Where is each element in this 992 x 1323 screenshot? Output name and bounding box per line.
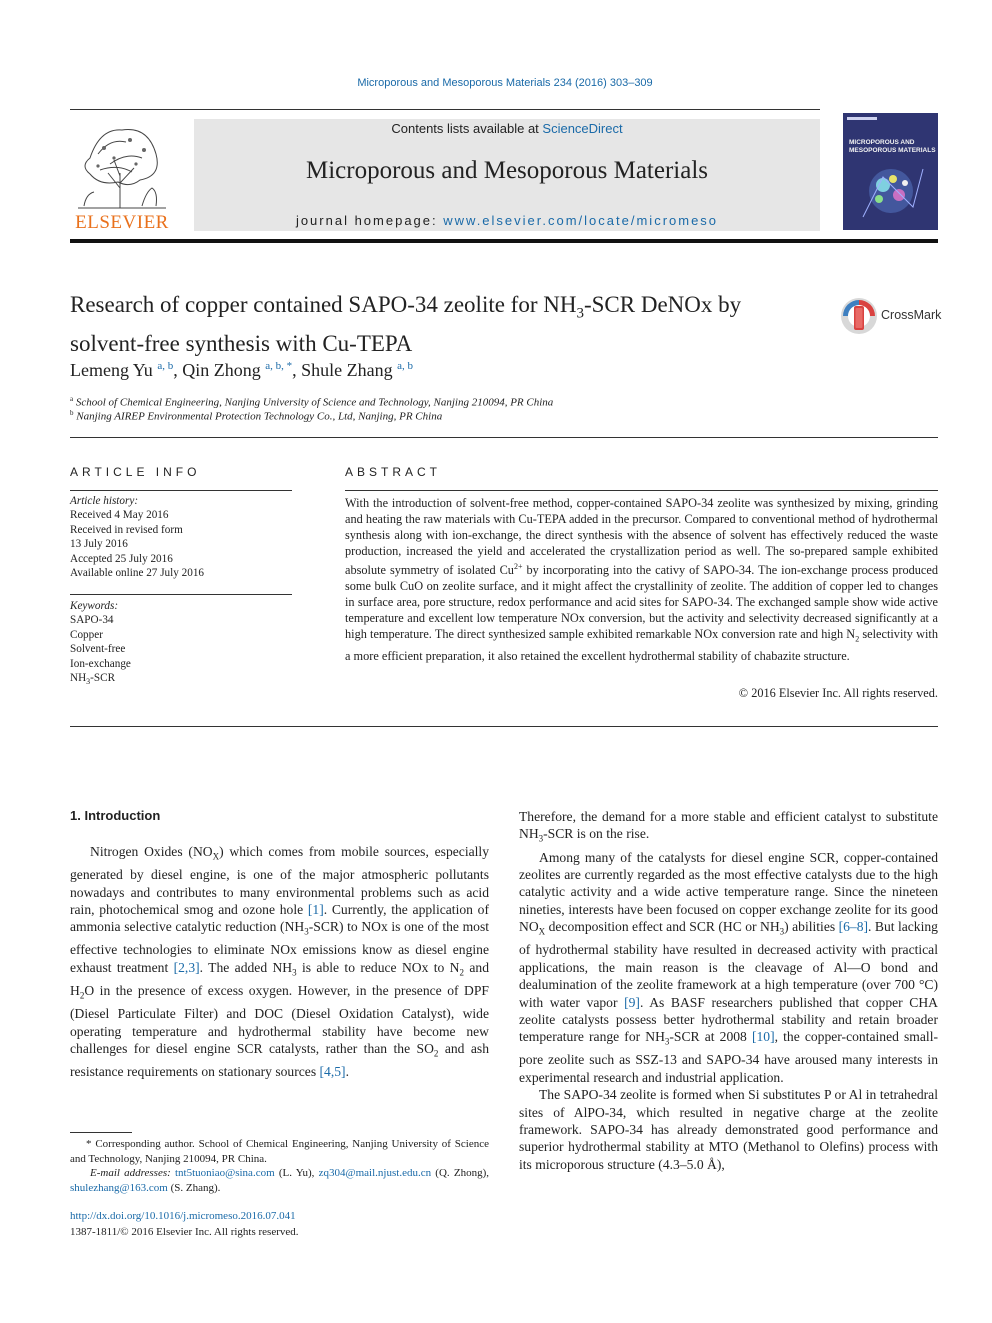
body-paragraph [519,808,938,849]
text-run: decomposition effect and SCR (HC or NH [545,919,780,935]
email-label: E-mail addresses: [90,1167,171,1179]
text-run: , the copper-contained small-pore zeolite such as SSZ-13 and SAPO-34 have aroused many interests in experimental research and industrial application. [519,1029,938,1085]
keyword-item: SAPO-34 [70,614,114,627]
author-affil-link[interactable]: a, b [397,360,413,372]
header-rule [70,109,820,110]
title-line1-part-a: Research of copper contained SAPO-34 zeolite for NH [70,292,577,317]
reference-link[interactable]: [9] [624,994,640,1010]
text-run: -SCR is on the rise. [543,826,650,842]
article-info-rule [70,490,292,491]
keyword-item: Ion-exchange [70,657,131,670]
issn-line: 1387-1811/© 2016 Elsevier Inc. All rights reserved. [70,1226,299,1238]
subscript: X [212,851,220,862]
body-column-left [70,843,489,1080]
cover-molecule-icon [853,157,931,223]
abstract-text [345,495,938,664]
text-run: -SCR at 2008 [669,1029,752,1045]
history-item: Received 4 May 2016 [70,509,169,522]
author-name: Shule Zhang [301,360,393,380]
subscript: 2 [433,1048,439,1059]
journal-title: Microporous and Mesoporous Materials [305,157,708,184]
body-column-right [519,808,938,1173]
author-separator: , [173,360,183,380]
abstract-bottom-rule [70,726,938,727]
abstract-copyright: © 2016 Elsevier Inc. All rights reserved. [738,686,938,700]
author-name: Lemeng Yu [70,360,153,380]
title-block-rule [70,437,938,438]
title-line1-part-b: -SCR DeNOx by [583,292,742,317]
journal-homepage-link[interactable]: www.elsevier.com/locate/micromeso [443,213,719,228]
abstract-heading: ABSTRACT [345,465,442,479]
affiliation-mark: a [70,395,74,403]
elsevier-wordmark: ELSEVIER [75,212,169,233]
article-title [70,290,830,358]
contents-prefix: Contents lists available at [391,121,543,136]
homepage-prefix: journal homepage: [295,213,444,228]
journal-homepage-line [194,213,820,228]
history-item: 13 July 2016 [70,538,128,551]
reference-link[interactable]: [10] [751,1029,775,1045]
affiliation-a [70,395,553,409]
header-thick-rule [70,239,938,243]
crossmark-badge[interactable] [840,296,940,336]
article-history [70,494,292,580]
abstract-rule [345,490,938,491]
text-run: . But lacking of hydrothermal stability have resulted in decreased activity with practical applications, the main reason is the cleavage of Al—O bond and dealumination of the zeolite framework at a high temperature (over 700 °C) with water vapor [519,919,938,1010]
footnote-rule [70,1132,132,1133]
text-run: . As BASF researchers published that copper CHA zeolite catalysts possess better hydrothermal stability and retain broader temperature range for NH [519,994,938,1045]
text-run: ) which comes from mobile sources, especially generated by diesel engine, is one of the major atmospheric pollutants nowadays and contributes to many environmental problems such as acid rain, photochemical smog and ozone hole [70,844,489,917]
affiliation-b [70,409,442,423]
intro-paragraph [70,843,489,1080]
keyword-part: NH [70,672,87,685]
article-info-heading: ARTICLE INFO [70,465,201,479]
abstract-part: by incorporating into the cativy of SAPO-34. The ion-exchange process produced some bulk CuO on zeolite surface, and it might affect the crystallinity of zeolite. The addition of copper led to changes in surface area, pore structure, redox performance and acid sites for SAPO-34. The exchanged sample show wide active temperature and excellent low temperature NOx conversion, but the activity and selectivity decreased significantly at a high temperature. The direct synthesized sample exhibited remarkable NOx conversion rate and high N [345,563,939,642]
contents-available-line [194,121,820,136]
email-owner: (S. Zhang). [167,1181,221,1194]
author-name: Qin Zhong [182,360,261,380]
subscript: 3 [292,967,297,978]
doi-link[interactable]: http://dx.doi.org/10.1016/j.micromeso.2016.07.041 [70,1210,296,1222]
author-list [70,360,413,381]
keywords [70,599,292,690]
footnote-text: Corresponding author. School of Chemical Engineering, Nanjing University of Science and Technology, Nanjing 210094, PR China. [70,1138,489,1165]
affiliation-text: Nanjing AIREP Environmental Protection Technology Co., Ltd, Nanjing, PR China [76,410,443,423]
journal-cover-image[interactable] [843,113,938,230]
abstract-part: With the introduction of solvent-free method, copper-contained SAPO-34 zeolite was synthesized by mixing, grinding and heating the raw materials with Cu-TEPA added in the precursor. Compared to conventional method of hydrothermal synthesis along with ion-exchange, the direct synthesis with the absence of solvent has effectively reduced the waste production, increased the yield and accelerated the crystallization period as well. The so-prepared sample exhibited absolute symmetry of isolated Cu [345,496,938,578]
reference-link[interactable]: [1] [307,901,324,917]
subscript: 3 [664,1037,670,1048]
text-run: Nitrogen Oxides (NO [90,844,213,859]
abstract-subscript: 2 [855,634,860,644]
email-owner: (Q. Zhong), [431,1167,489,1179]
subscript: 2 [459,967,465,978]
author-separator: , [292,360,302,380]
reference-link[interactable]: [6–8] [838,919,869,935]
text-run: and H [70,959,490,998]
keywords-rule [70,594,292,595]
keywords-label: Keywords: [70,600,119,612]
crossmark-icon [840,297,878,335]
subscript: 3 [779,926,785,937]
cover-title-line1: MICROPOROUS AND [849,139,915,146]
history-item: Received in revised form [70,523,183,536]
affiliation-text: School of Chemical Engineering, Nanjing University of Science and Technology, Nanjing 210094, PR China [75,396,554,409]
email-owner: (L. Yu), [274,1167,319,1179]
text-run: -SCR) to NOx is one of the most effective technologies to eliminate NOx emissions know as diesel engine exhaust treatment [70,919,490,975]
title-line2: solvent-free synthesis with Cu-TEPA [70,330,413,356]
abstract-superscript: 2+ [513,562,523,571]
author-affil-link[interactable]: a, b [157,360,174,372]
body-paragraph: The SAPO-34 zeolite is formed when Si substitutes P or Al in tetrahedral sites of AlPO-34, which resulted in negative charge at the zeolite framework. SAPO-34 has already demonstrated good performance and superior hydrothermal stability at MTO (Methanol to Olefins) process with its microporous structure (4.3–5.0 Å), [519,1087,938,1172]
journal-citation-link[interactable]: Microporous and Mesoporous Materials 234 (2016) 303–309 [357,77,653,89]
keyword-part: -SCR [90,672,116,685]
email-line [70,1166,489,1195]
keyword-subscript: 3 [86,677,91,687]
subscript: 3 [304,927,309,938]
author-affil-link[interactable]: a, b, * [265,360,293,372]
history-item: Accepted 25 July 2016 [70,552,173,565]
crossmark-label: CrossMark [881,308,942,322]
text-run: ) abilities [784,919,839,935]
affiliation-mark: b [70,409,74,417]
cover-title-line2: MESOPOROUS MATERIALS [849,147,936,154]
reference-link[interactable]: [4,5] [319,1064,346,1080]
history-item: Available online 27 July 2016 [70,567,205,580]
corresponding-author-footnote [70,1137,489,1195]
keyword-item: Solvent-free [70,643,126,656]
sciencedirect-link[interactable]: ScienceDirect [542,121,623,136]
email-link[interactable]: zq304@mail.njust.edu.cn [318,1167,432,1179]
keyword-item: Copper [70,628,103,641]
text-run: Among many of the catalysts for diesel engine SCR, copper-contained zeolites are currently regarded as the most effective catalysts due to the high catalytic activity and a wide active temperature range. Since the nineteen nineties, interests have been focused on copper exchange zeolite for its good NO [519,849,938,935]
abstract-part: selectivity with a more efficient preparation, it also retained the excellent hydrothermal stability of chabazite structure. [345,627,938,663]
history-label: Article history: [70,495,139,507]
introduction-heading: 1. Introduction [70,808,161,823]
keyword-item [70,671,292,690]
text-run: O in the presence of excess oxygen. However, in the presence of DPF (Diesel Particulate Filter) and DOC (Diesel Oxidation Catalyst), wide operating temperature and hydrothermal stability have become new challenges for diesel engine SCR catalysts, rather than the SO [70,983,489,1056]
footnote-star: * [86,1138,92,1150]
corresponding-line [70,1137,489,1166]
subscript: X [538,926,546,937]
text-run: Therefore, the demand for a more stable and efficient catalyst to substitute NH [519,809,938,842]
text-run: and ash resistance requirements on stationary sources [70,1040,490,1080]
body-paragraph [519,849,938,1087]
text-run: is able to reduce NOx to N [296,959,460,975]
text-run: . Currently, the application of ammonia selective catalytic reduction (NH [70,901,489,935]
title-subscript: 3 [576,305,584,322]
text-run: . The added NH [199,959,293,975]
text-run: . [345,1064,349,1080]
subscript: 3 [538,834,544,845]
subscript: 2 [79,990,85,1001]
email-link[interactable]: shulezhang@163.com [70,1181,168,1194]
email-link[interactable]: tnt5tuoniao@sina.com [174,1167,275,1179]
reference-link[interactable]: [2,3] [173,959,200,975]
